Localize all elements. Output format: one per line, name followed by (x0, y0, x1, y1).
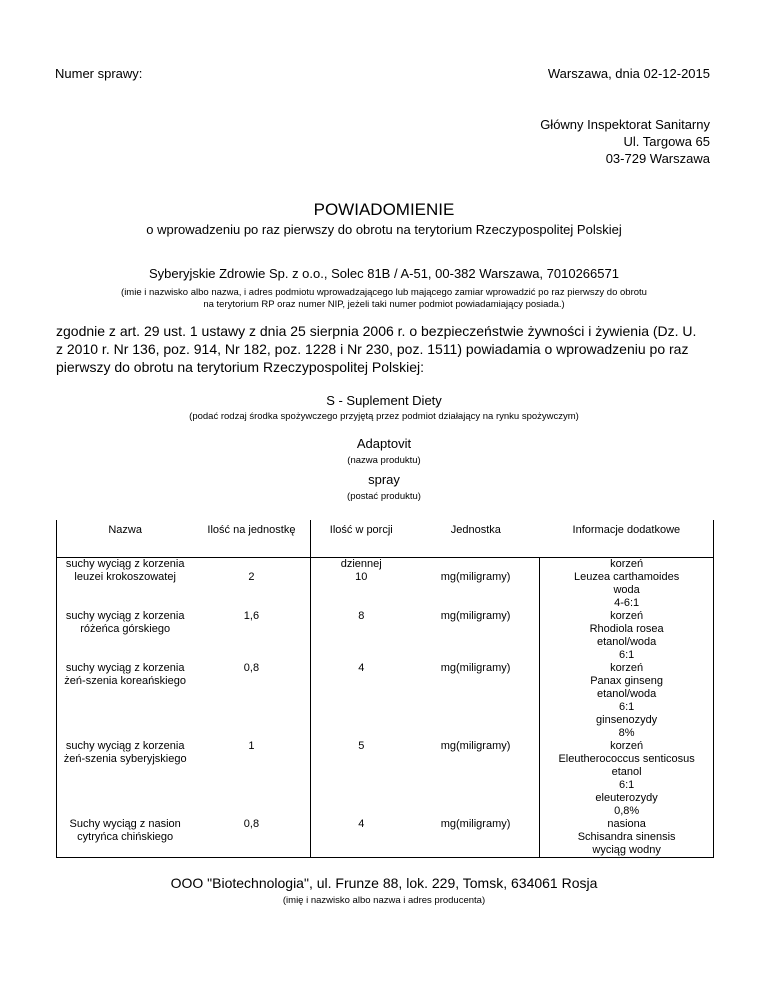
cell-info-line: etanol (611, 766, 642, 778)
cell-info-line: korzeń (610, 662, 644, 674)
cell-info-line: nasiona (607, 818, 646, 830)
cell-per-unit: 1,6 (243, 610, 260, 622)
cell-name-line2: leuzei krokoszowatej (74, 571, 176, 583)
product-name-value: Adaptovit (356, 436, 412, 451)
cell-per-dose: 8 (310, 610, 412, 662)
cell-info (540, 558, 714, 611)
header-per-dose (310, 520, 412, 558)
legal-basis-line3: pierwszy do obrotu na terytorium Rzeczypospolitej Polskiej: (56, 359, 425, 375)
cell-info (540, 818, 714, 858)
cell-name-line1: suchy wyciąg z korzenia (65, 662, 185, 674)
place-date: Warszawa, dnia 02-12-2015 (547, 66, 710, 81)
header-per-dose-line2: dziennej (340, 558, 382, 570)
cell-name-line2: żeń-szenia koreańskiego (64, 675, 186, 687)
legal-basis-text (56, 322, 736, 376)
header-per-unit: Ilość na jednostkę (193, 520, 310, 558)
cell-name (57, 662, 194, 740)
notifier-value: Syberyjskie Zdrowie Sp. z o.o., Solec 81B / A-51, 00-382 Warszawa, 7010266571 (149, 266, 619, 281)
cell-name-line1: suchy wyciąg z korzenia (65, 740, 185, 752)
cell-info-line: etanol/woda (596, 688, 657, 700)
cell-info-line: woda (613, 584, 640, 596)
cell-info (540, 610, 714, 662)
cell-name-line1: suchy wyciąg z korzenia (65, 610, 185, 622)
cell-info (540, 740, 714, 818)
cell-info-line: 8% (618, 727, 635, 739)
cell-name-line1: suchy wyciąg z korzenia (65, 558, 185, 570)
cell-info-line: Rhodiola rosea (589, 623, 664, 635)
cell-info-line: korzeń (610, 740, 644, 752)
cell-info-line: Leuzea carthamoides (574, 571, 680, 583)
cell-per-unit (193, 558, 310, 611)
product-form-value: spray (368, 472, 400, 487)
cell-name (57, 558, 194, 611)
cell-unit-value: mg(miligramy) (440, 571, 511, 583)
cell-name-line2: cytryńca chińskiego (77, 831, 174, 843)
recipient-line3: 03-729 Warszawa (605, 151, 710, 166)
cell-unit: mg(miligramy) (440, 610, 511, 622)
cell-info-line: Schisandra sinensis (577, 831, 676, 843)
cell-per-dose (310, 558, 412, 611)
table-row (57, 610, 714, 662)
food-type-note: (podać rodzaj środka spożywczego przyjętą przez podmiot działający na rynku spożywczym) (189, 411, 579, 422)
table-header-row (57, 520, 714, 558)
table-row (57, 558, 714, 611)
cell-name (57, 818, 194, 858)
food-type-value: S - Suplement Diety (326, 393, 442, 408)
cell-per-unit-value: 2 (248, 571, 255, 583)
cell-info-line: wyciąg wodny (592, 844, 661, 856)
document-subtitle: o wprowadzeniu po raz pierwszy do obrotu na terytorium Rzeczypospolitej Polskiej (146, 222, 622, 237)
product-form-note: (postać produktu) (347, 491, 421, 502)
table-row (57, 740, 714, 818)
header-per-dose-line1: Ilość w porcji (329, 524, 393, 536)
cell-per-dose: 4 (310, 818, 412, 858)
cell-info (540, 662, 714, 740)
cell-per-unit: 1 (248, 740, 255, 752)
cell-info-line: etanol/woda (596, 636, 657, 648)
cell-info-line: 4-6:1 (614, 597, 640, 609)
cell-info-line: ginsenozydy (596, 714, 658, 726)
recipient-address (410, 116, 710, 167)
cell-info-line: korzeń (610, 558, 644, 570)
cell-info-line: eleuterozydy (595, 792, 658, 804)
cell-info-line: 0,8% (614, 805, 640, 817)
cell-unit: mg(miligramy) (440, 662, 511, 674)
producer-note: (imię i nazwisko albo nazwa i adres producenta) (282, 895, 486, 906)
cell-info-line: Eleutherococcus senticosus (558, 753, 695, 765)
cell-per-dose-value: 10 (355, 571, 368, 583)
cell-info-line: 6:1 (618, 649, 635, 661)
cell-name-line2: różeńca górskiego (80, 623, 171, 635)
recipient-line1: Główny Inspektorat Sanitarny (540, 117, 710, 132)
producer-value: OOO "Biotechnologia", ul. Frunze 88, lok. 229, Tomsk, 634061 Rosja (170, 875, 598, 891)
legal-basis-line2: z 2010 r. Nr 136, poz. 914, Nr 182, poz. 1228 i Nr 230, poz. 1511) powiadamia o wprowadzeniu po raz (56, 341, 689, 357)
cell-name-line2: żeń-szenia syberyjskiego (63, 753, 187, 765)
legal-basis-line1: zgodnie z art. 29 ust. 1 ustawy z dnia 25 sierpnia 2006 r. o bezpieczeństwie żywności i żywienia (Dz. U. (56, 323, 697, 339)
document-title: POWIADOMIENIE (313, 200, 455, 219)
table-row (57, 818, 714, 858)
cell-name (57, 610, 194, 662)
header-info: Informacje dodatkowe (540, 520, 714, 558)
ingredients-table (56, 520, 714, 858)
cell-per-unit: 0,8 (243, 662, 260, 674)
cell-info-line: 6:1 (618, 779, 635, 791)
notifier-note-line2: na terytorium RP oraz numer NIP, jeżeli taki numer podmiot powiadamiający posiada.) (203, 299, 565, 310)
header-name: Nazwa (57, 520, 194, 558)
cell-info-line: korzeń (610, 610, 644, 622)
notifier-note-line1: (imie i nazwisko albo nazwa, i adres podmiotu wprowadzającego lub mającego zamiar wprowadzić po raz pierwszy do obrotu (121, 287, 647, 298)
cell-unit: mg(miligramy) (440, 740, 511, 752)
cell-per-unit: 0,8 (193, 818, 310, 858)
case-number-label: Numer sprawy: (55, 66, 143, 81)
cell-info-line: 6:1 (618, 701, 635, 713)
cell-unit: mg(miligramy) (412, 818, 540, 858)
cell-name (57, 740, 194, 818)
recipient-line2: Ul. Targowa 65 (623, 134, 710, 149)
table-row (57, 662, 714, 740)
cell-per-dose: 4 (310, 662, 412, 740)
cell-name-line1: Suchy wyciąg z nasion (69, 818, 181, 830)
header-unit: Jednostka (412, 520, 540, 558)
product-name-note: (nazwa produktu) (347, 455, 421, 466)
cell-info-line: Panax ginseng (590, 675, 663, 687)
notifier-note (0, 287, 768, 311)
cell-unit (412, 558, 540, 611)
cell-per-dose: 5 (310, 740, 412, 818)
